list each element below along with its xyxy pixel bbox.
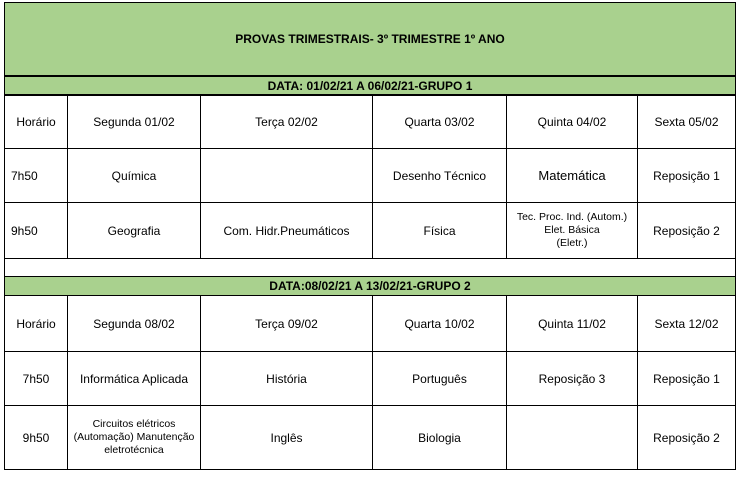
g1-col-quarta: Quarta 03/02 xyxy=(372,95,507,149)
g2-col-quinta: Quinta 11/02 xyxy=(506,295,638,352)
g1-r1-time: 7h50 xyxy=(4,148,68,203)
g2-r2-qui xyxy=(506,405,638,470)
g2-r1-seg: Informática Aplicada xyxy=(67,351,201,406)
g1-r2-sex: Reposição 2 xyxy=(637,202,736,259)
g2-r2-time: 9h50 xyxy=(4,405,68,470)
g2-r2-qua: Biologia xyxy=(372,405,507,470)
spacer-row xyxy=(4,258,736,277)
g1-r2-qui: Tec. Proc. Ind. (Autom.) Elet. Básica (Eletr.) xyxy=(506,202,638,259)
g1-r2-seg: Geografia xyxy=(67,202,201,259)
g2-col-horario: Horário xyxy=(4,295,68,352)
g2-col-quarta: Quarta 10/02 xyxy=(372,295,507,352)
g2-r1-time: 7h50 xyxy=(4,351,68,406)
g1-r2-ter: Com. Hidr.Pneumáticos xyxy=(200,202,373,259)
g1-col-terca: Terça 02/02 xyxy=(200,95,373,149)
g1-r1-qui: Matemática xyxy=(506,148,638,203)
g1-col-quinta: Quinta 04/02 xyxy=(506,95,638,149)
g1-r1-qua: Desenho Técnico xyxy=(372,148,507,203)
g1-r1-seg: Química xyxy=(67,148,201,203)
g1-col-segunda: Segunda 01/02 xyxy=(67,95,201,149)
g2-r1-qua: Português xyxy=(372,351,507,406)
g1-r1-ter xyxy=(200,148,373,203)
g2-r2-sex: Reposição 2 xyxy=(637,405,736,470)
g2-r1-sex: Reposição 1 xyxy=(637,351,736,406)
g1-r1-sex: Reposição 1 xyxy=(637,148,736,203)
group-2-header: DATA:08/02/21 A 13/02/21-GRUPO 2 xyxy=(4,276,736,296)
g2-col-sexta: Sexta 12/02 xyxy=(637,295,736,352)
schedule-title: PROVAS TRIMESTRAIS- 3º TRIMESTRE 1º ANO xyxy=(4,2,736,76)
g1-r2-time: 9h50 xyxy=(4,202,68,259)
g2-col-terca: Terça 09/02 xyxy=(200,295,373,352)
g2-r2-seg: Circuitos elétricos (Automação) Manutenção eletrotécnica xyxy=(67,405,201,470)
g1-col-horario: Horário xyxy=(4,95,68,149)
g2-r1-qui: Reposição 3 xyxy=(506,351,638,406)
g1-r2-qua: Física xyxy=(372,202,507,259)
group-1-header: DATA: 01/02/21 A 06/02/21-GRUPO 1 xyxy=(4,76,736,95)
g2-col-segunda: Segunda 08/02 xyxy=(67,295,201,352)
g2-r2-ter: Inglês xyxy=(200,405,373,470)
g2-r1-ter: História xyxy=(200,351,373,406)
g1-col-sexta: Sexta 05/02 xyxy=(637,95,736,149)
